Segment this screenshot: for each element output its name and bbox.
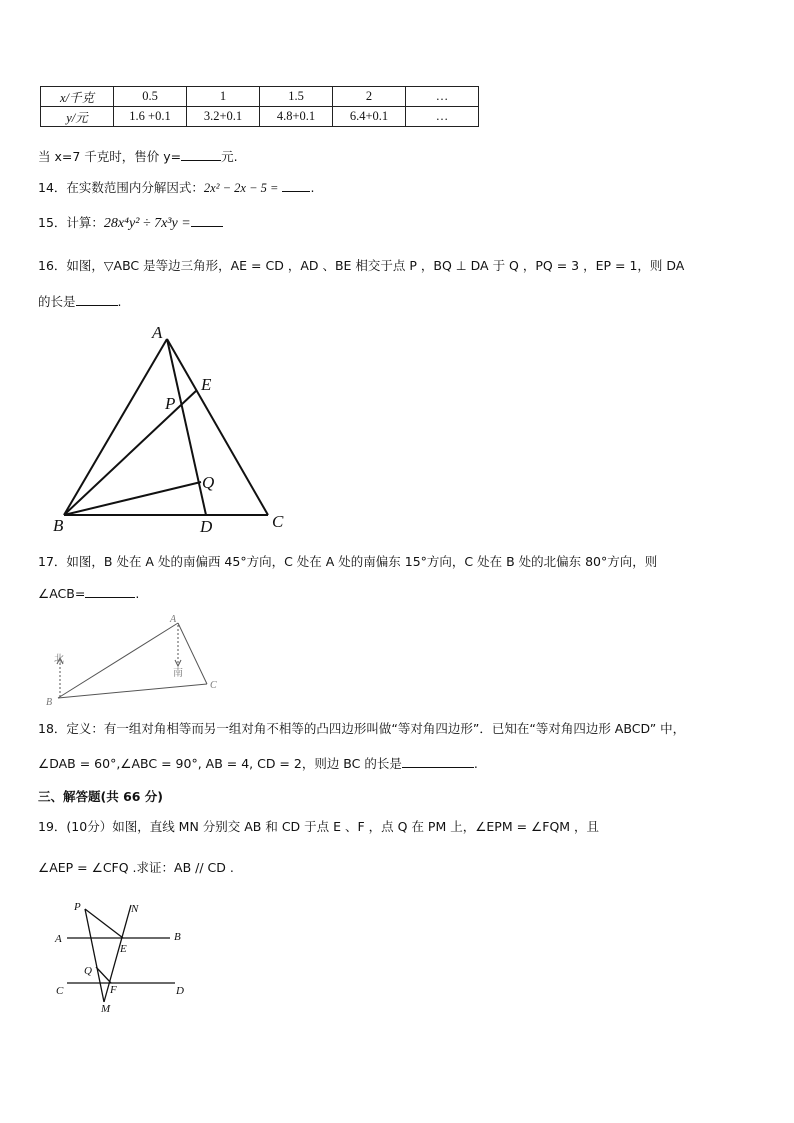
label-c19: C: [56, 985, 64, 997]
q16-line2-after: .: [117, 294, 122, 309]
label-c: C: [272, 512, 284, 531]
label-north: 北: [54, 654, 64, 665]
q13-before: 当 x=7 千克时，售价 y=: [38, 149, 182, 164]
q17-blank: [85, 584, 135, 598]
label-south: 南: [173, 668, 183, 679]
label-f19: F: [110, 984, 117, 996]
label-c17: C: [210, 680, 217, 691]
label-q: Q: [202, 473, 215, 492]
q15-expression: 28x⁴y² ÷ 7x³y =: [103, 216, 191, 231]
q18-blank: [402, 754, 474, 768]
segment-pe: [85, 909, 123, 938]
table-cell: 1.6 +0.1: [114, 107, 187, 127]
q19-line2: ∠AEP = ∠CFQ .求证：AB // CD .: [38, 860, 234, 875]
label-p: P: [165, 394, 176, 413]
q16-line2-before: 的长是: [38, 294, 76, 309]
label-d19: D: [176, 985, 184, 997]
side-ac: [167, 339, 268, 515]
table-cell: …: [406, 107, 479, 127]
q17-labels: [46, 614, 217, 708]
line-mn: [104, 905, 131, 1002]
segment-be: [64, 390, 197, 515]
label-e: E: [201, 375, 212, 394]
q18-line2: [38, 754, 478, 772]
label-n19: N: [131, 903, 139, 915]
label-b17: B: [46, 697, 53, 708]
table-cell: 2: [333, 87, 406, 107]
label-b19: B: [174, 931, 181, 943]
q19-line1: 19．(10分）如图，直线 MN 分别交 AB 和 CD 于点 E 、F ，点 Q 在 PM 上，∠EPM = ∠FQM ，且: [38, 819, 600, 834]
q17-line2-before: ∠ACB=: [38, 586, 86, 601]
q13-after: 元.: [221, 149, 238, 164]
q16-line1: 16．如图，▽ABC 是等边三角形，AE = CD ，AD 、BE 相交于点 P ，BQ ⊥ DA 于 Q ，PQ = 3 ，EP = 1，则 DA: [38, 258, 685, 273]
q17-line2: [38, 584, 139, 601]
table-cell: 1.5: [260, 87, 333, 107]
label-p19: P: [74, 901, 81, 913]
label-d: D: [200, 517, 213, 536]
segment-bc: [58, 684, 207, 698]
q14-before: 14．在实数范围内分解因式：: [38, 180, 204, 195]
label-e19: E: [120, 943, 127, 955]
q16-figure: [64, 339, 268, 515]
table-header-x: x/千克: [41, 87, 114, 107]
table-cell: 6.4+0.1: [333, 107, 406, 127]
side-ab: [64, 339, 167, 515]
label-b: B: [53, 516, 64, 535]
label-a: A: [152, 323, 163, 342]
table-cell: 3.2+0.1: [187, 107, 260, 127]
label-a19: A: [55, 933, 62, 945]
line-pm: [85, 909, 104, 1002]
table-cell: 0.5: [114, 87, 187, 107]
q14-after: .: [310, 180, 315, 195]
q18-line2-before: ∠DAB = 60°,∠ABC = 90°, AB = 4, CD = 2，则边 BC 的长是: [38, 756, 402, 771]
table-cell: …: [406, 87, 479, 107]
q16-labels: [53, 323, 284, 536]
table-cell: 4.8+0.1: [260, 107, 333, 127]
label-m19: M: [101, 1003, 111, 1015]
q14-expression: 2x² − 2x − 5 =: [203, 181, 279, 195]
q19-labels: [54, 901, 184, 1015]
table-cell: 1: [187, 87, 260, 107]
q17-line1: 17．如图，B 处在 A 处的南偏西 45°方向，C 处在 A 处的南偏东 15°方向，C 处在 B 处的北偏东 80°方向，则: [38, 554, 658, 569]
q17-figure: [57, 623, 207, 698]
label-q19: Q: [84, 965, 92, 977]
segment-bq: [64, 482, 201, 515]
q15-before: 15．计算：: [38, 215, 104, 230]
label-a17: A: [170, 614, 177, 625]
section-heading: 三、解答题(共 66 分): [38, 789, 164, 804]
table-header-y: y/元: [41, 107, 114, 127]
q18-line1: 18．定义：有一组对角相等而另一组对角不相等的凸四边形叫做“等对角四边形”．已知在“等对角四边形 ABCD” 中，: [38, 721, 686, 736]
q18-line2-after: .: [473, 756, 478, 771]
q17-line2-after: .: [135, 586, 140, 601]
segment-ab: [58, 623, 178, 698]
